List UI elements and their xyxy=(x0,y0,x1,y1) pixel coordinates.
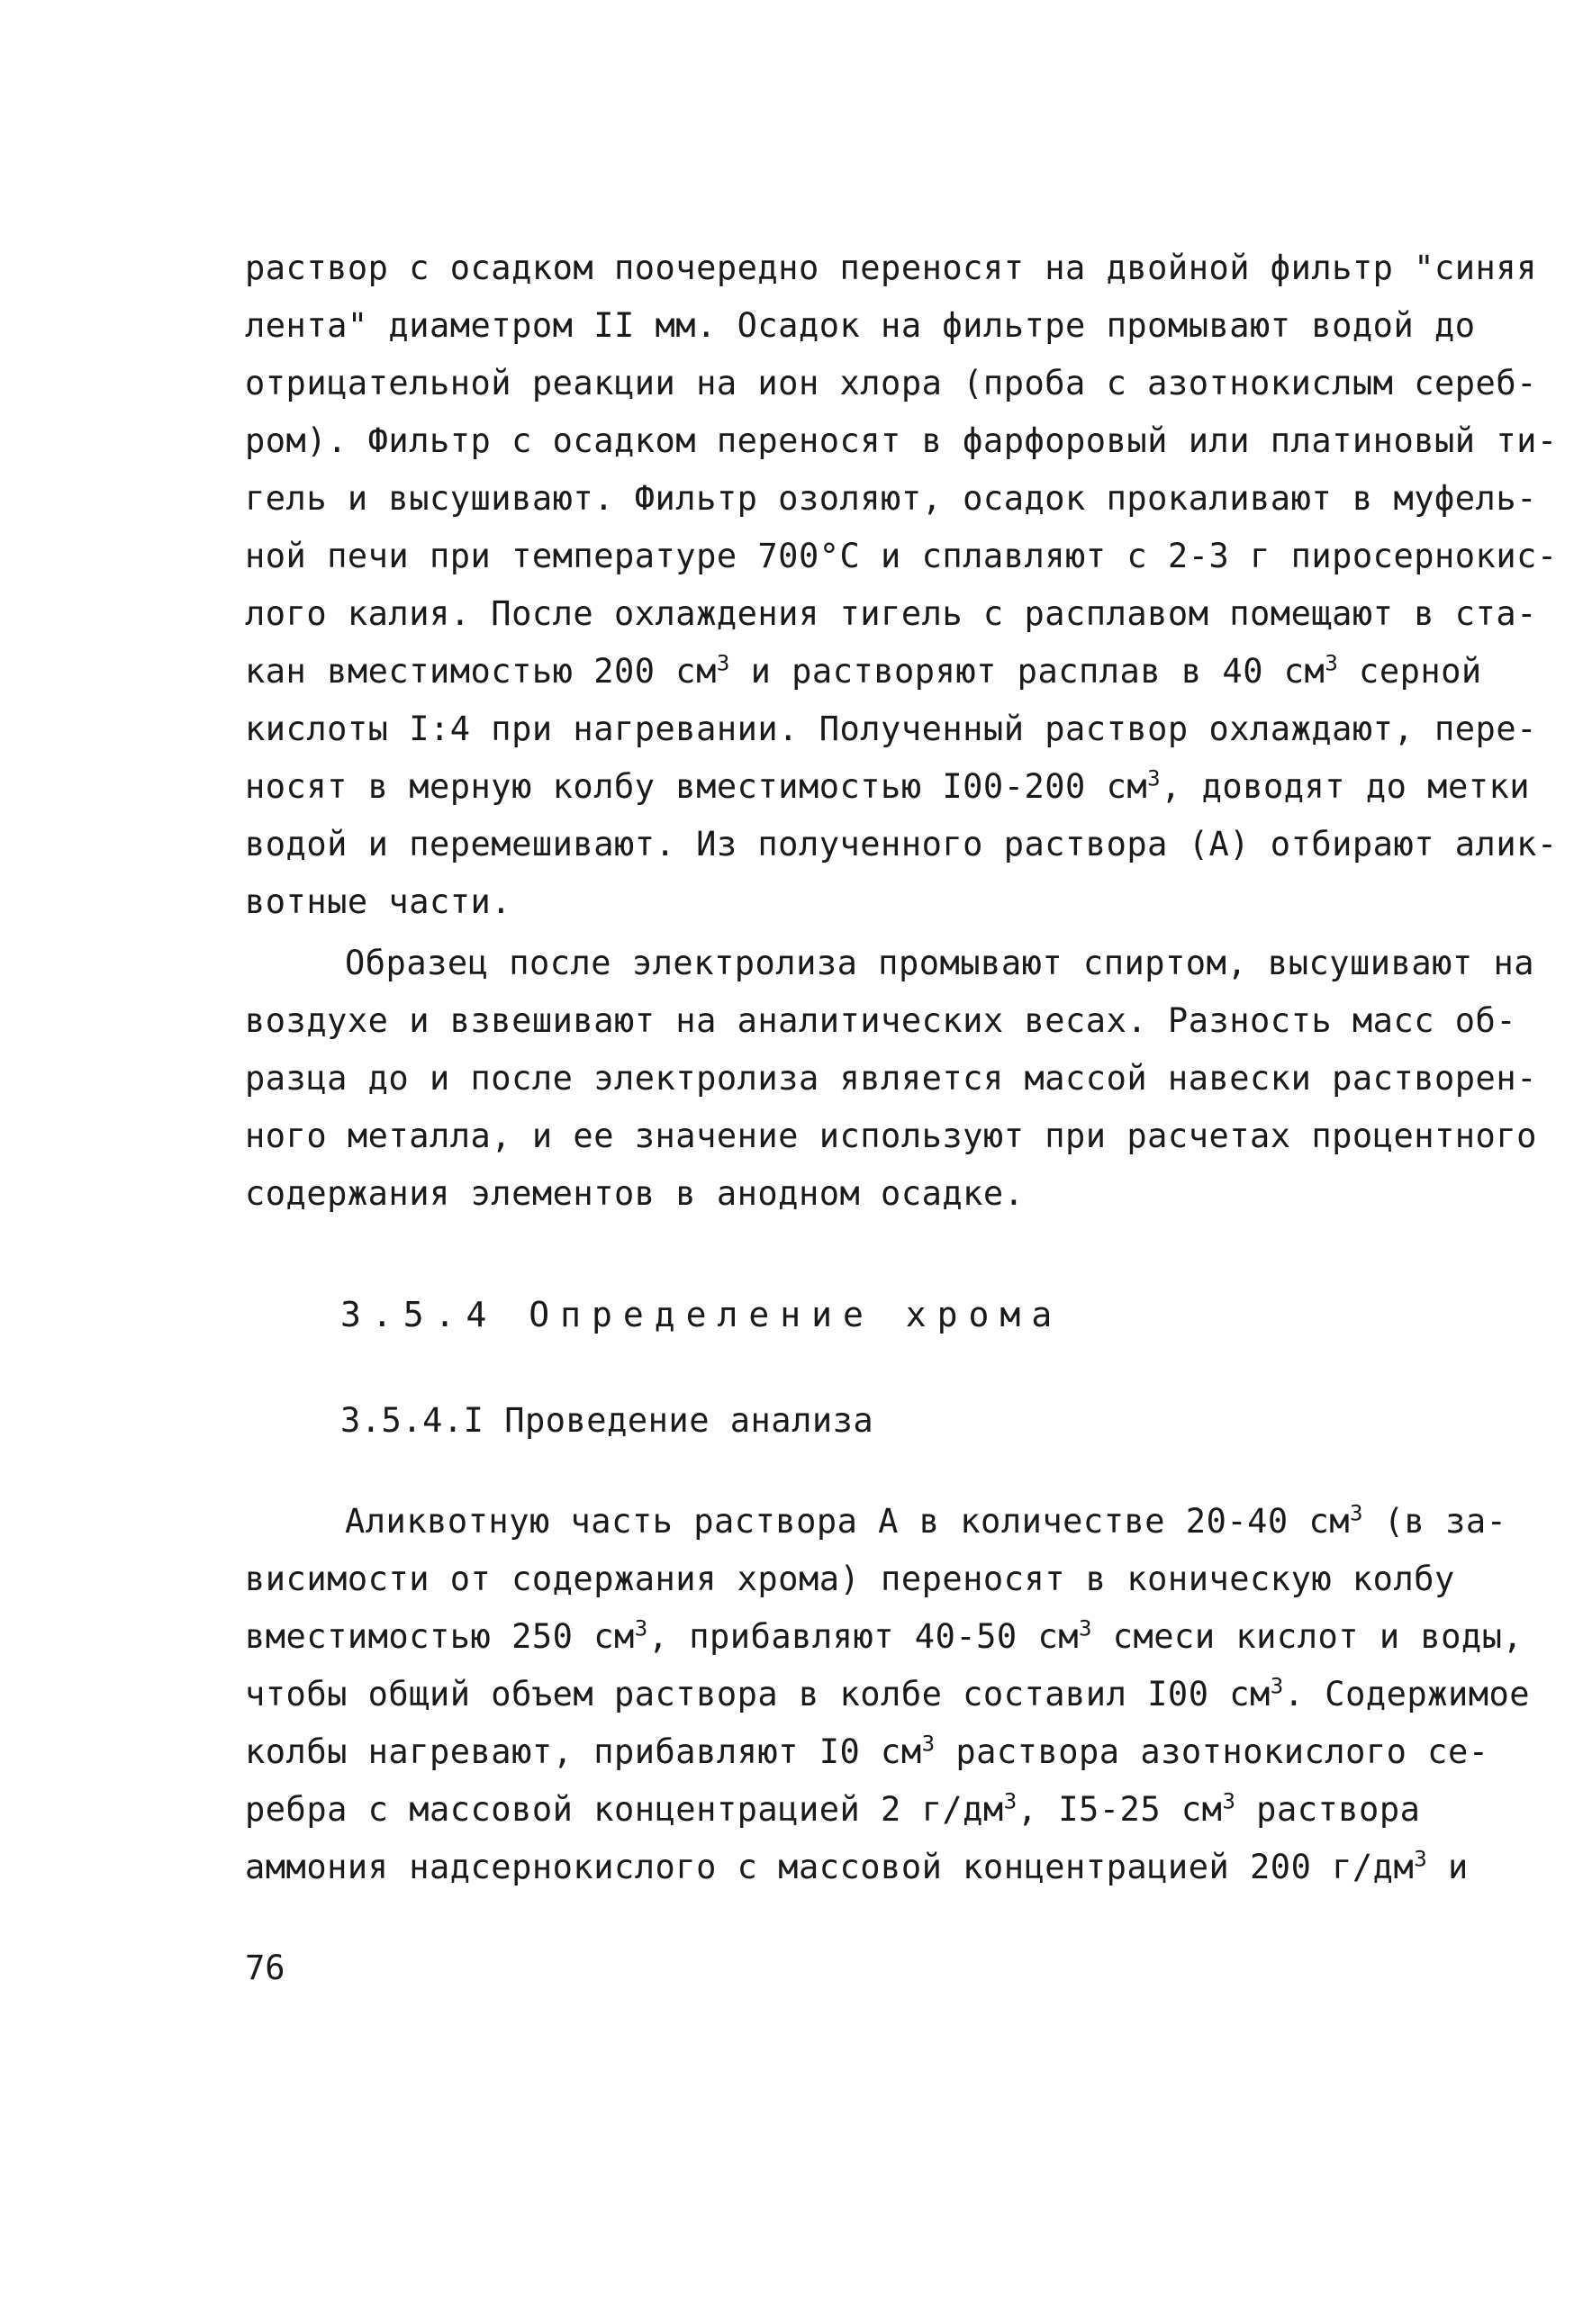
subsection-heading: 3.5.4.I Проведение анализа xyxy=(340,1401,874,1440)
text-line: отрицательной реакции на ион хлора (проба с азотнокислым сереб- xyxy=(245,364,1537,402)
text-line: воздухе и взвешивают на аналитических весах. Разность масс об- xyxy=(245,1001,1517,1040)
text-line: Аликвотную часть раствора А в количестве 20-40 $см^3$ (в за- xyxy=(345,1500,1507,1541)
text-line: водой и перемешивают. Из полученного раствора (А) отбирают алик- xyxy=(245,825,1558,864)
text-line: лента" диаметром II мм. Осадок на фильтре промывают водой до xyxy=(245,306,1476,345)
text-line: носят в мерную колбу вместимостью I00-200 $см^3$, доводят до метки xyxy=(245,765,1531,806)
section-heading: 3.5.4 Определение хрома xyxy=(340,1295,1063,1334)
text-line: аммония надсернокислого с массовой концентрацией 200 $г/дм^3$ и xyxy=(245,1846,1469,1886)
text-line: ной печи при температуре 700°С и сплавляют с 2-3 г пиросернокис- xyxy=(245,537,1558,575)
text-line: чтобы общий объем раствора в колбе составил I00 $см^3$. Содержимое xyxy=(245,1673,1531,1714)
text-line: вместимостью 250 $см^3$, прибавляют 40-50 $см^3$ смеси кислот и воды, xyxy=(245,1615,1524,1656)
text-line: Образец после электролиза промывают спиртом, высушивают на xyxy=(345,944,1535,982)
text-line: гель и высушивают. Фильтр озоляют, осадок прокаливают в муфель- xyxy=(245,479,1537,518)
text-line: лого калия. После охлаждения тигель с расплавом помещают в ста- xyxy=(245,594,1537,633)
text-line: ром). Фильтр с осадком переносят в фарфоровый или платиновый ти- xyxy=(245,421,1558,460)
page-number: 76 xyxy=(245,1949,285,1987)
text-line: разца до и после электролиза является массой навески растворен- xyxy=(245,1059,1537,1098)
text-line: раствор с осадком поочередно переносят на двойной фильтр "синяя xyxy=(245,249,1537,287)
text-line: кан вместимостью 200 $см^3$ и растворяют расплав в 40 $см^3$ серной xyxy=(245,650,1482,691)
text-line: колбы нагревают, прибавляют I0 $см^3$ раствора азотнокислого се- xyxy=(245,1731,1489,1771)
text-line: вотные части. xyxy=(245,882,512,921)
text-line: кислоты I:4 при нагревании. Полученный раствор охлаждают, пере- xyxy=(245,710,1537,748)
text-line: ребра с массовой концентрацией 2 $г/дм^3$, I5-25 $см^3$ раствора xyxy=(245,1788,1421,1829)
text-line: ного металла, и ее значение используют при расчетах процентного xyxy=(245,1117,1537,1155)
text-line: содержания элементов в анодном осадке. xyxy=(245,1174,1025,1213)
text-line: висимости от содержания хрома) переносят в коническую колбу xyxy=(245,1560,1455,1598)
